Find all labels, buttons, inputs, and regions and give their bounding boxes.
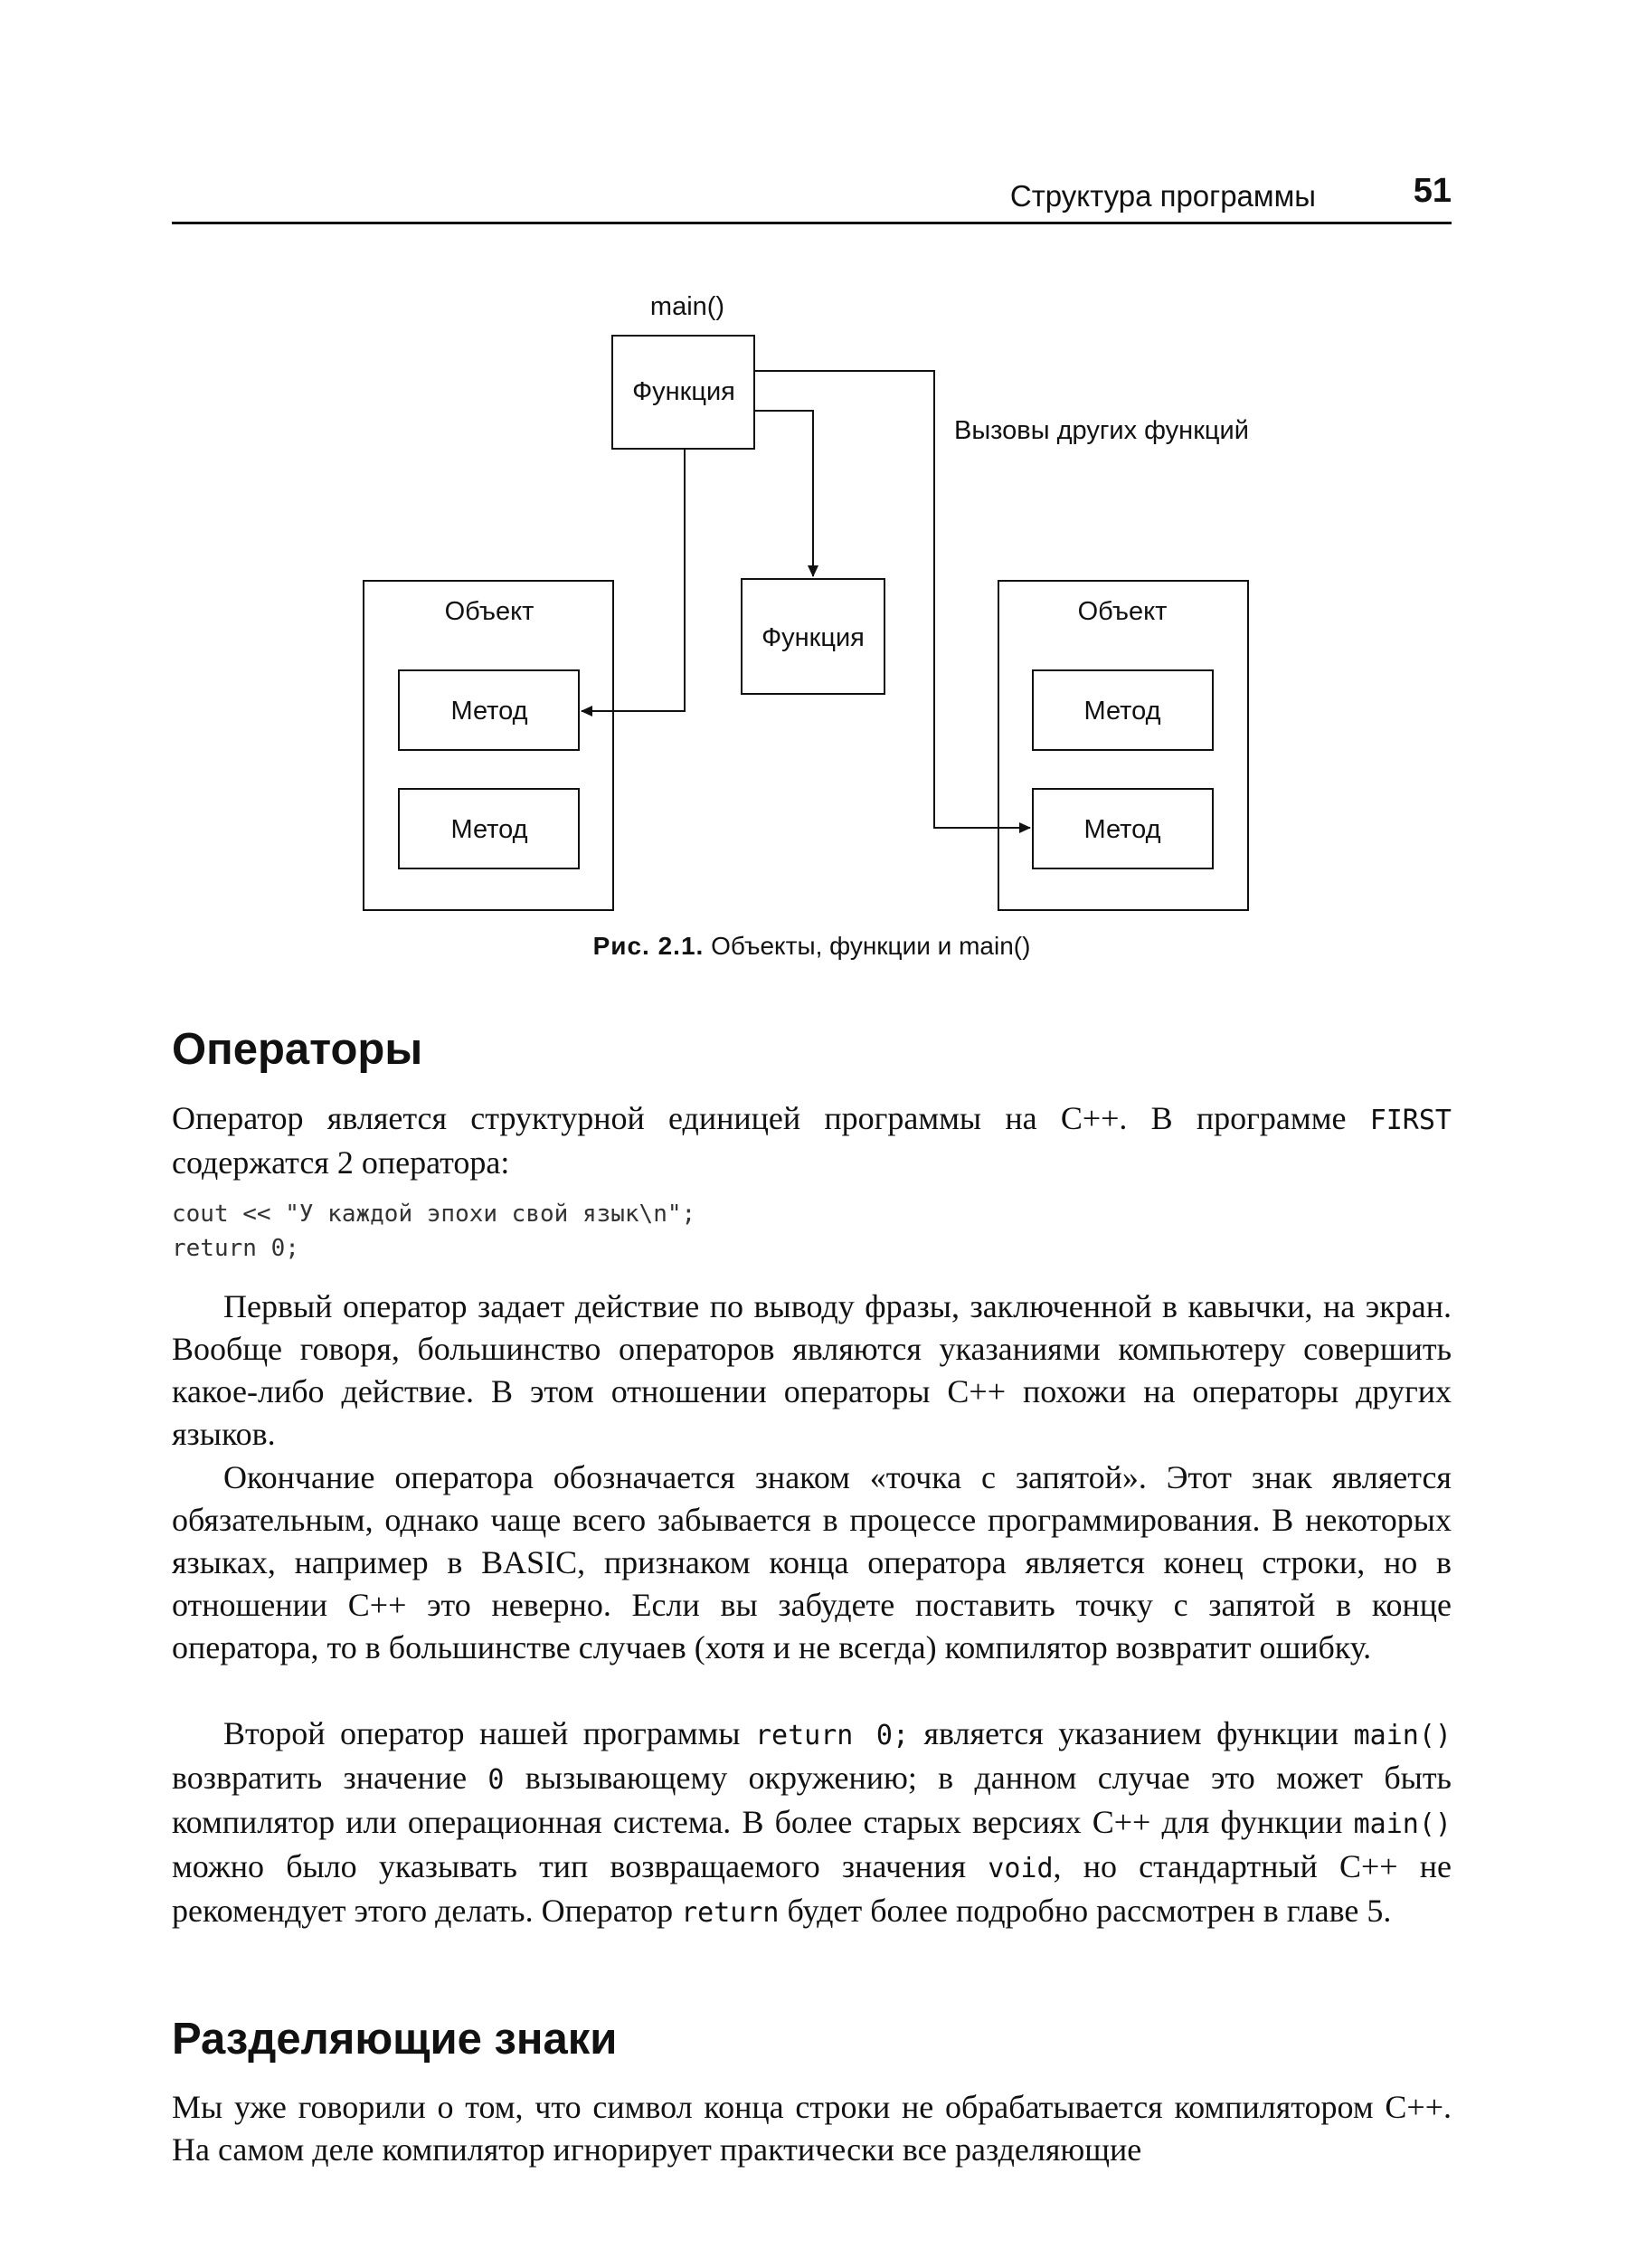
inline-code: return 0; [754, 1720, 909, 1751]
inline-code: 0 [487, 1764, 505, 1796]
inline-code: main() [1353, 1808, 1452, 1840]
right-object-box [998, 581, 1248, 910]
caption-label: Рис. 2.1. [592, 932, 705, 960]
inline-code: void [988, 1853, 1054, 1884]
left-object-title: Объект [444, 597, 534, 626]
section-heading-operators: Операторы [172, 1025, 423, 1074]
middle-function-label: Функция [761, 623, 865, 652]
separators-paragraph-1: Мы уже говорили о том, что символ конца строки не обрабатывается компилятором C++. На самом деле компилятор игнорирует практически все разделяющие [172, 2089, 1452, 2168]
right-method-1-label: Метод [1083, 697, 1161, 726]
figure-objects-functions-main [0, 0, 1627, 977]
page-number: 51 [1413, 172, 1452, 210]
arrow-to-middle-function [754, 411, 813, 576]
section-heading-separators: Разделяющие знаки [172, 2015, 618, 2064]
left-object-box [364, 581, 613, 910]
calls-label: Вызовы других функций [954, 416, 1249, 445]
left-method-1-label: Метод [450, 697, 528, 726]
inline-code: main() [1353, 1720, 1452, 1751]
operators-paragraph-2: Окончание оператора обозначается знаком «точка с запятой». Этот знак является обязательным, однако чаще всего забывается в процессе программирования. В некоторых языках, например в BASIC, признаком конца оператора является конец строки, но в отношении C++ это неверно. Если вы забудете поставить точку с запятой в конце оператора, то в большинстве случаев (хотя и не всегда) компилятор возвратит ошибку. [172, 1459, 1452, 1665]
right-method-2-label: Метод [1083, 815, 1161, 844]
inline-code: return [681, 1897, 780, 1929]
code-listing [172, 1197, 695, 1266]
operators-intro-paragraph: Оператор является структурной единицей программы на C++. В программе FIRST содержатся 2 оператора: [172, 1100, 1452, 1181]
code-line: cout << "У каждой эпохи свой язык\n"; [172, 1200, 696, 1228]
running-title: Структура программы [1009, 179, 1316, 213]
main-function-label: Функция [632, 377, 735, 406]
figure-caption [172, 932, 1452, 961]
operators-paragraph-1: Первый оператор задает действие по выводу фразы, заключенной в кавычки, на экран. Вообще говоря, большинство операторов являются указаниями компьютеру совершить какое-либо действие. В этом отношении операторы C++ похожи на операторы других языков. [172, 1288, 1452, 1452]
operators-paragraph-3: Второй оператор нашей программы return 0; является указанием функции main() возвратить значение 0 вызывающему окружению; в данном случае это может быть компилятор или операционная система. В более старых версиях C++ для функции main() можно было указывать тип возвращаемого значения void, но стандартный C++ не рекомендует этого делать. Оператор return будет более подробно рассмотрен в главе 5. [172, 1715, 1452, 1929]
left-method-2-label: Метод [450, 815, 528, 844]
code-line: return 0; [172, 1235, 299, 1262]
right-object-title: Объект [1077, 597, 1168, 626]
caption-text: Объекты, функции и main() [704, 932, 1031, 960]
inline-code: FIRST [1369, 1105, 1452, 1136]
main-label: main() [649, 292, 725, 321]
